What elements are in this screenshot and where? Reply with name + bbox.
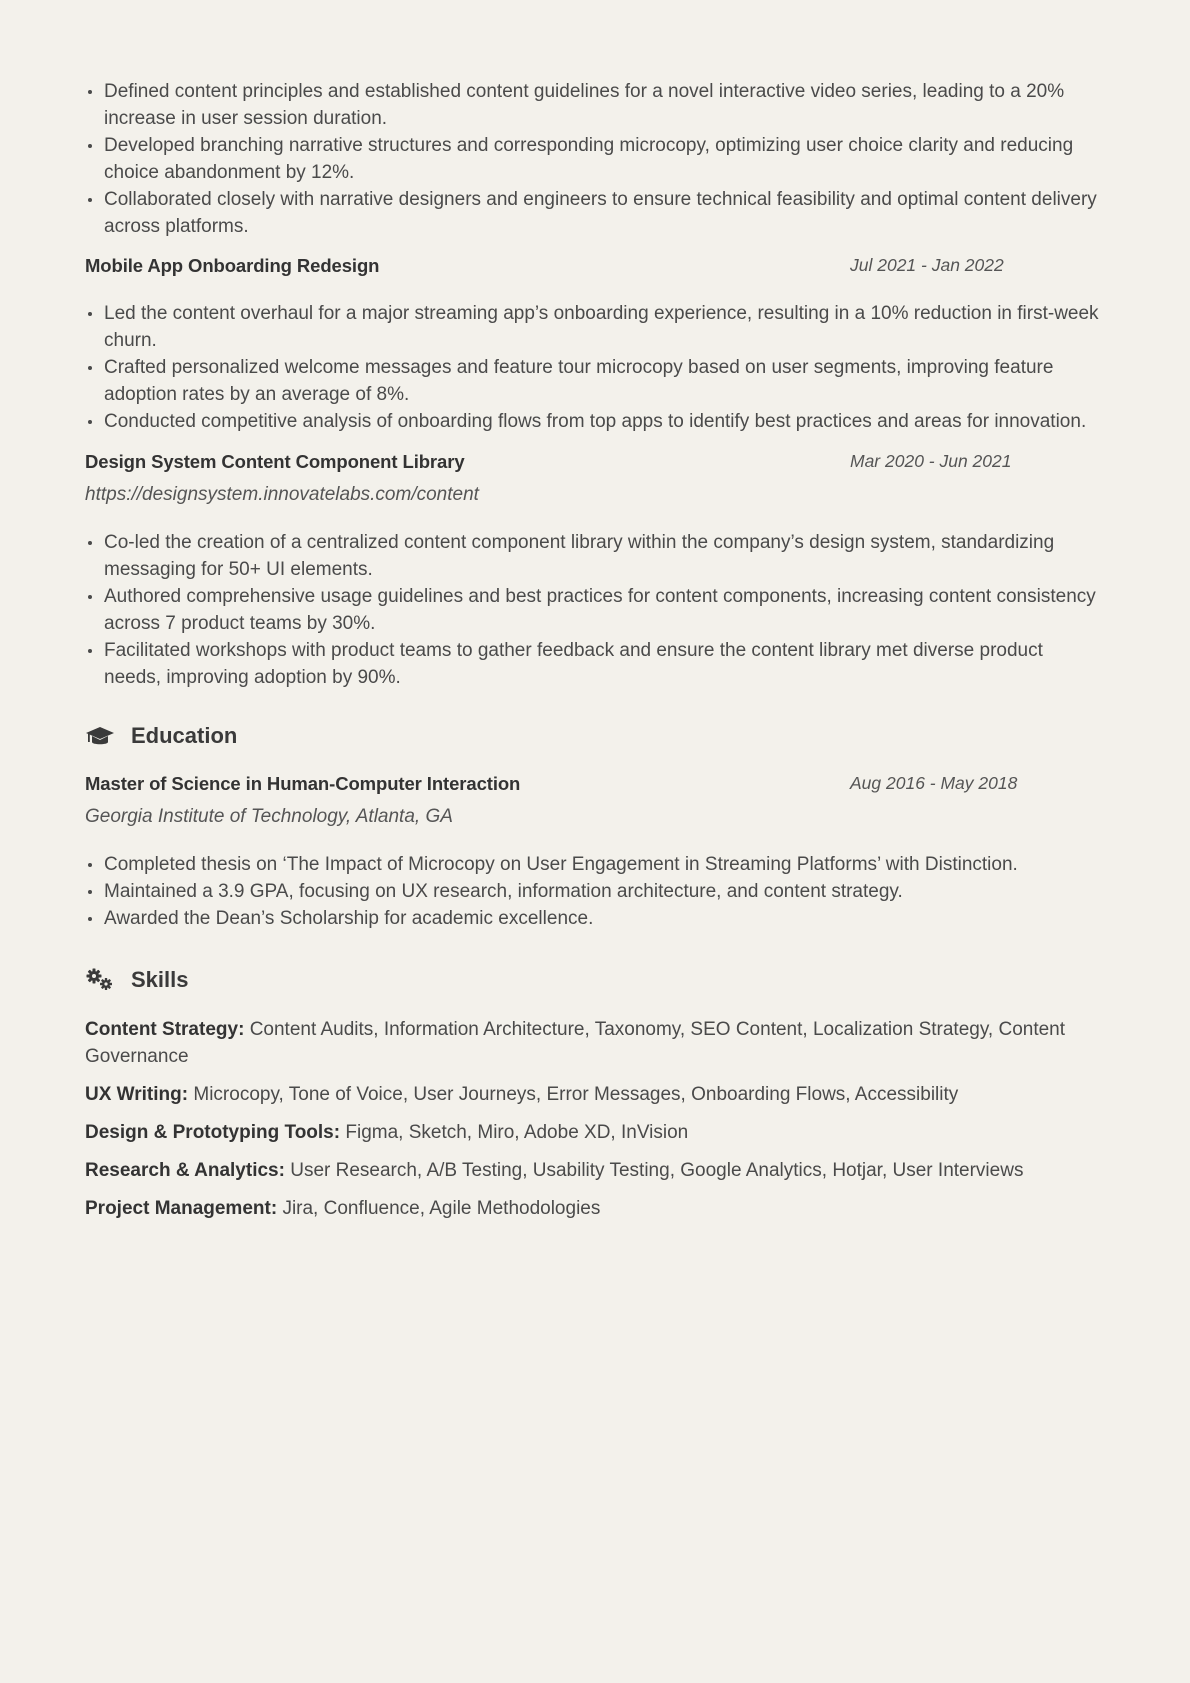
list-item: Crafted personalized welcome messages and feature tour microcopy based on user segments, improving feature adoption rates by an average of 8%. [85, 354, 1105, 408]
skill-label: Research & Analytics: [85, 1160, 285, 1181]
list-item: Led the content overhaul for a major streaming app’s onboarding experience, resulting in a 10% reduction in first-week churn. [85, 300, 1105, 354]
project-entry-design-system [85, 448, 1105, 691]
skill-value: Content Audits, Information Architecture, Taxonomy, SEO Content, Localization Strategy, Content Governance [85, 1019, 1066, 1067]
entry-header [85, 770, 1105, 797]
project-bullet-list [85, 300, 1105, 435]
list-item: Awarded the Dean’s Scholarship for academic excellence. [85, 905, 1105, 932]
section-title: Skills [131, 967, 189, 992]
skill-label: Design & Prototyping Tools: [85, 1122, 341, 1143]
list-item: Maintained a 3.9 GPA, focusing on UX research, information architecture, and content strategy. [85, 878, 1105, 905]
skill-value: Microcopy, Tone of Voice, User Journeys, Error Messages, Onboarding Flows, Accessibility [193, 1084, 959, 1105]
school-name: Georgia Institute of Technology, Atlanta, GA [85, 806, 453, 827]
education-date: Aug 2016 - May 2018 [850, 773, 1018, 793]
skill-label: Project Management: [85, 1198, 278, 1219]
skill-row [85, 1016, 1105, 1070]
skill-row [85, 1119, 1105, 1146]
section-title: Education [131, 723, 238, 748]
list-item: Conducted competitive analysis of onboarding flows from top apps to identify best practices and areas for innovation. [85, 408, 1105, 435]
skill-row [85, 1195, 1105, 1222]
project-bullet-list [85, 78, 1105, 240]
skills-list [85, 1016, 1105, 1222]
list-item: Completed thesis on ‘The Impact of Microcopy on User Engagement in Streaming Platforms’ with Distinction. [85, 851, 1105, 878]
skill-row [85, 1081, 1105, 1108]
education-section [85, 721, 1105, 932]
skills-section [85, 965, 1105, 1222]
section-heading [85, 965, 1105, 995]
graduation-cap-icon [85, 724, 115, 748]
resume-page [85, 78, 1105, 1222]
project-entry-onboarding [85, 252, 1105, 435]
list-item: Facilitated workshops with product teams to gather feedback and ensure the content library met diverse product needs, improving adoption by 90%. [85, 637, 1105, 691]
list-item: Authored comprehensive usage guidelines and best practices for content components, increasing content consistency across 7 product teams by 30%. [85, 583, 1105, 637]
skill-value: Figma, Sketch, Miro, Adobe XD, InVision [345, 1122, 689, 1143]
list-item: Developed branching narrative structures and corresponding microcopy, optimizing user choice clarity and reducing choice abandonment by 12%. [85, 132, 1105, 186]
entry-header [85, 448, 1105, 475]
degree-title: Master of Science in Human-Computer Interaction [85, 773, 521, 794]
skill-value: User Research, A/B Testing, Usability Testing, Google Analytics, Hotjar, User Interviews [290, 1160, 1024, 1181]
list-item: Defined content principles and established content guidelines for a novel interactive video series, leading to a 20% increase in user session duration. [85, 78, 1105, 132]
skill-value: Jira, Confluence, Agile Methodologies [282, 1198, 601, 1219]
skill-label: UX Writing: [85, 1084, 189, 1105]
project-date: Mar 2020 - Jun 2021 [850, 451, 1012, 471]
section-heading [85, 721, 1105, 751]
education-bullet-list [85, 851, 1105, 932]
project-bullet-list [85, 529, 1105, 691]
gears-icon [85, 968, 115, 992]
project-title: Mobile App Onboarding Redesign [85, 255, 380, 276]
list-item: Collaborated closely with narrative designers and engineers to ensure technical feasibility and optimal content delivery across platforms. [85, 186, 1105, 240]
list-item: Co-led the creation of a centralized content component library within the company’s design system, standardizing messaging for 50+ UI elements. [85, 529, 1105, 583]
project-title: Design System Content Component Library [85, 451, 465, 472]
entry-header [85, 252, 1105, 279]
skill-row [85, 1157, 1105, 1184]
skill-label: Content Strategy: [85, 1019, 245, 1040]
project-link[interactable]: https://designsystem.innovatelabs.com/content [85, 484, 479, 505]
project-date: Jul 2021 - Jan 2022 [850, 255, 1004, 275]
